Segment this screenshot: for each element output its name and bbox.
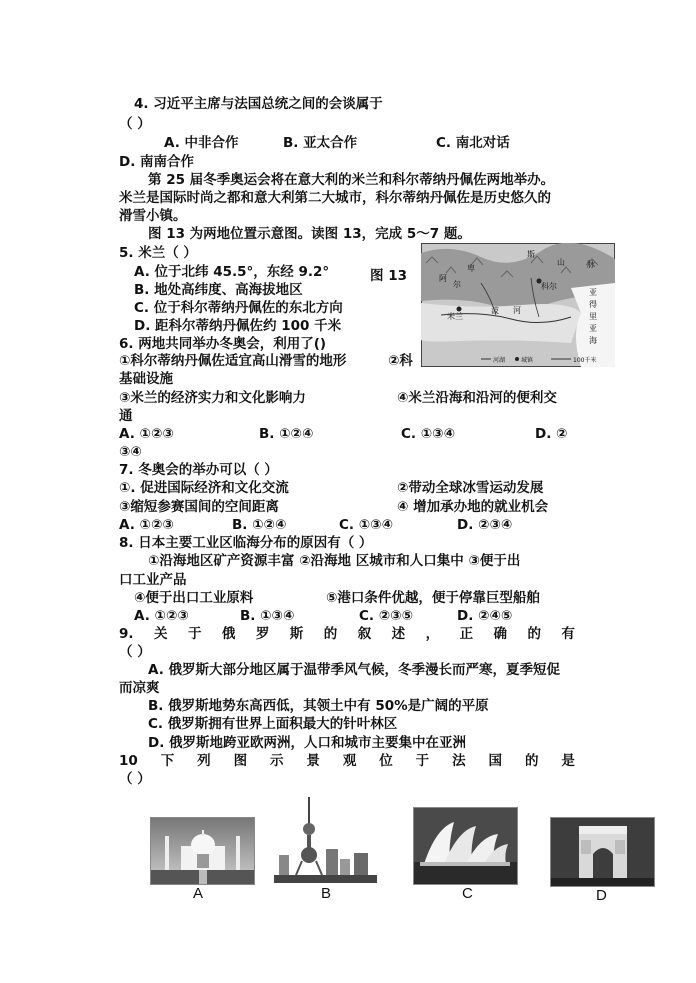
map-label-ya: 亚 <box>589 288 597 297</box>
q10-stem-word: 示 <box>269 753 284 769</box>
q10-paren: （ ） <box>119 771 151 787</box>
q9-paren: （ ） <box>119 644 151 660</box>
q4-option-c: C. 南北对话 <box>436 135 510 151</box>
q9-stem-word: 的 <box>323 626 338 642</box>
map-label-si: 斯 <box>527 250 535 259</box>
q9-option-a-cont: 而凉爽 <box>119 680 160 696</box>
q8-stem: 8. 日本主要工业区临海分布的原因有（ ） <box>119 535 373 551</box>
caption-d: D <box>596 887 607 904</box>
q8-option-4: ④便于出口工业原料 <box>134 590 254 606</box>
map-label-li: 里 <box>589 312 597 321</box>
q10-stem-word: 图 <box>233 753 248 769</box>
q8-answer-d: D. ②④⑤ <box>457 608 513 624</box>
q6-option-1: ①科尔蒂纳丹佩佐适宜高山滑雪的地形 <box>119 353 347 369</box>
q6-option-2-cont: 基础设施 <box>119 371 173 387</box>
q5-option-a: A. 位于北纬 45.5°，东经 9.2° <box>134 264 330 280</box>
q10-stem-word: 位 <box>379 753 393 769</box>
q9-stem-word: 罗 <box>255 626 270 642</box>
caption-b: B <box>321 885 332 902</box>
q9-stem-word: 9. <box>119 626 134 642</box>
q10-stem-word: 是 <box>561 753 575 769</box>
q10-stem-word: 的 <box>524 753 539 769</box>
q9-option-c: C. 俄罗斯拥有世界上面积最大的针叶林区 <box>148 716 398 732</box>
q10-stem-word: 观 <box>342 753 357 769</box>
q6-stem: 6. 两地共同举办冬奥会，利用了() <box>119 336 327 352</box>
q6-option-4: ④米兰沿海和沿河的便利交 <box>397 390 557 406</box>
map-legend-rivers: 河湖 <box>493 357 506 364</box>
map-figure-label: 图 13 <box>370 268 407 284</box>
q6-answer-d: D. ② <box>535 426 568 442</box>
q10-stem-word: 法 <box>452 753 466 769</box>
image-taj-mahal <box>150 817 255 885</box>
q5-stem: 5. 米兰（ ） <box>119 245 197 261</box>
map-label-bo: 波 <box>491 306 499 315</box>
q8-option-5: ⑤港口条件优越，便于停靠巨型船舶 <box>326 590 540 606</box>
q10-stem-word: 国 <box>488 753 503 769</box>
q9-stem-word: 有 <box>561 626 575 642</box>
q4-paren: （ ） <box>119 116 151 132</box>
q10-stem-word: 10 <box>119 753 138 769</box>
q10-stem-word: 列 <box>197 753 211 769</box>
map-label-keer: 科尔 <box>541 282 557 291</box>
q9-stem-word: 的 <box>527 626 541 642</box>
passage-line-3: 滑雪小镇。 <box>119 208 187 224</box>
q7-option-4: ④ 增加承办地的就业机会 <box>397 499 549 515</box>
passage-line-1: 第 25 届冬季奥运会将在意大利的米兰和科尔蒂纳丹佩佐两地举办。 <box>148 172 555 188</box>
image-arc-de-triomphe <box>550 817 655 887</box>
q6-answer-a: A. ①②③ <box>119 426 174 442</box>
q4-stem: 4. 习近平主席与法国总统之间的会谈属于 <box>134 96 383 112</box>
caption-c: C <box>462 885 473 902</box>
q7-answer-a: A. ①②③ <box>119 517 174 533</box>
q9-stem-word: 叙 <box>357 626 372 642</box>
q7-answer-b: B. ①②④ <box>232 517 287 533</box>
passage-line-4: 图 13 为两地位置示意图。读图 13，完成 5～7 题。 <box>148 226 471 242</box>
q9-stem-word: 俄 <box>221 626 236 642</box>
image-sydney-opera-house <box>413 807 518 885</box>
map-label-he: 河 <box>513 306 521 315</box>
q6-option-3: ③米兰的经济实力和文化影响力 <box>119 390 306 406</box>
q8-options-line-1: ①沿海地区矿产资源丰富 ②沿海地 区城市和人口集中 ③便于出 <box>148 553 521 569</box>
q9-stem-word: 确 <box>493 626 508 642</box>
q6-answer-c: C. ①③④ <box>401 426 456 442</box>
map-figure-13 <box>421 243 615 367</box>
q7-option-2: ②带动全球冰雪运动发展 <box>397 480 544 496</box>
q9-stem-word: 述 <box>391 626 406 642</box>
map-legend-scale: 100千米 <box>573 357 597 364</box>
map-label-er: 尔 <box>453 280 461 289</box>
q10-stem-word: 下 <box>160 753 175 769</box>
q4-option-d: D. 南南合作 <box>119 154 195 170</box>
map-legend-towns: 城镇 <box>521 357 534 364</box>
q9-option-a: A. 俄罗斯大部分地区属于温带季风气候，冬季漫长而严寒，夏季短促 <box>148 662 561 678</box>
map-label-shan: 山 <box>557 258 565 267</box>
q7-answer-c: C. ①③④ <box>339 517 394 533</box>
map-label-milan: 米兰 <box>447 312 463 321</box>
caption-a: A <box>193 885 204 902</box>
map-label-bei: 卑 <box>467 264 475 273</box>
q4-option-a: A. 中非合作 <box>164 135 239 151</box>
q8-answer-c: C. ②③⑤ <box>359 608 414 624</box>
q8-answer-b: B. ①③④ <box>240 608 295 624</box>
q7-answer-d: D. ②③④ <box>457 517 513 533</box>
q7-stem: 7. 冬奥会的举办可以（ ） <box>119 462 278 478</box>
q5-option-d: D. 距科尔蒂纳丹佩佐约 100 千米 <box>134 318 342 334</box>
map-label-a: 阿 <box>439 274 447 283</box>
q7-option-1: ①. 促进国际经济和文化交流 <box>119 480 289 496</box>
q9-stem <box>119 625 575 643</box>
q10-stem-word: 于 <box>415 753 430 769</box>
q8-answer-a: A. ①②③ <box>134 608 189 624</box>
q10-stem-word: 景 <box>306 753 320 769</box>
map-label-mai: 脉 <box>587 260 595 269</box>
q9-stem-word: 关 <box>153 626 168 642</box>
q4-option-b: B. 亚太合作 <box>283 135 358 151</box>
q7-option-3: ③缩短参赛国间的空间距离 <box>119 499 279 515</box>
q5-option-b: B. 地处高纬度、高海拔地区 <box>134 282 303 298</box>
q5-option-c: C. 位于科尔蒂纳丹佩佐的东北方向 <box>134 300 343 316</box>
image-oriental-pearl-tower <box>274 795 377 883</box>
q6-option-4-cont: 通 <box>119 408 133 424</box>
q10-stem <box>119 752 575 770</box>
q9-stem-word: 于 <box>187 626 202 642</box>
map-label-de: 得 <box>589 300 597 309</box>
q8-options-line-2: 口工业产品 <box>119 572 187 588</box>
q9-stem-word: 正 <box>459 626 474 642</box>
q9-option-d: D. 俄罗斯地跨亚欧两洲，人口和城市主要集中在亚洲 <box>148 735 467 751</box>
q6-option-2: ②科 <box>388 353 413 369</box>
passage-line-2: 米兰是国际时尚之都和意大利第二大城市，科尔蒂纳丹佩佐是历史悠久的 <box>119 190 551 206</box>
q9-option-b: B. 俄罗斯地势东高西低，其领土中有 50%是广阔的平原 <box>148 698 489 714</box>
q9-stem-word: 斯 <box>289 626 304 642</box>
q9-stem-word: ， <box>425 626 440 642</box>
q6-answer-b: B. ①②④ <box>259 426 314 442</box>
q6-answer-d-cont: ③④ <box>119 444 142 460</box>
map-label-ya2: 亚 <box>589 324 597 333</box>
map-label-hai: 海 <box>589 336 597 345</box>
